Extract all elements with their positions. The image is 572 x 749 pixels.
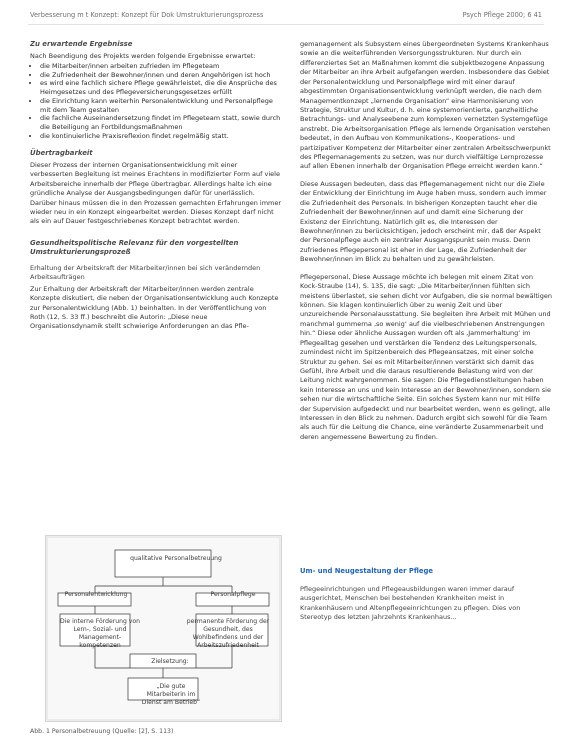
section-subtitle-3: Erhaltung der Arbeitskraft der Mitarbeiter/innen bei sich verändernden Arbeitsaufträgen bbox=[30, 263, 261, 281]
header-right: Psych Pflege 2000; 6 41 bbox=[462, 11, 542, 19]
figure-bottom-label: „Die gute Mitarbeiterin im Dienst am Betrieb“ bbox=[141, 683, 201, 706]
section-text-3: Zur Erhaltung der Arbeitskraft der Mitarbeiter/innen werden zentrale Konzepte diskutiert, die neben der Organisationsentwicklung auch Konzepte zur Personalentwicklung (Abb. 1) beinhalten. In der Veröffentlichung von Roth (12, S. 33 ff.) beschreibt die Autorin: „Diese neue Organisationsdynamik stellt schwierige Anforderungen an das Pfle- bbox=[30, 284, 279, 331]
results-item: • die Einrichtung kann weiterhin Personalentwicklung und Personalpflege mit dem Team gestalten bbox=[40, 97, 282, 115]
right-section-text: Pflegeeinrichtungen und Pflegeausbildungen waren immer darauf ausgerichtet, Menschen bei bestehenden Krankheiten meist in Krankenhäusern und Altenpflegeeinrichtungen zu pflegen. Dies von Stereotyp des letzten Jahrzehnts Krankenhaus... bbox=[300, 585, 521, 622]
results-item: • die Zufriedenheit der Bewohner/innen und deren Angehörigen ist hoch bbox=[40, 71, 282, 80]
header-left: Verbesserung m t Konzept: Konzept für Dok Umstrukturierungsprozess bbox=[30, 11, 264, 19]
figure-left-title: Personalentwicklung bbox=[64, 591, 128, 598]
figure-top-label: qualitative Personalbetreuung bbox=[130, 555, 222, 562]
right-column bbox=[300, 40, 552, 442]
right-para-3: Pflegepersonal, Diese Aussage möchte ich belegen mit einem Zitat von Kock-Straube (14), S. 135, die sagt: „Die Mitarbeiter/innen fühlten sich meistens überlastet, sie sehen dicht vor Aufgaben, die sie normal bewältigen können. Sie klagen kontinuierlich über zu wenig Zeit und über unzureichende Personalausstattung. Sie begleiten ihre Arbeit mit Mühen und manchmal gummerna ‚so wenig‘ auf die vielbeschriebenen Anstrengungen hin.“ Diese oder ähnliche Aussagen wurden oft als ‚Jammerhaltung‘ im Pflegealltag gesehen und verstärken die Tendenz des Leitungspersonals, zumindest nicht im Spitzenbereich des Pflegeansatzes, mit einer solche Struktur zu gehen. Sei es mit Mitarbeiter/innen verstärkt sich damit das Gefühl, ihre Arbeit und die daraus resultierende Belastung wird von der Leitung nicht wahrgenommen. Sie sagen: Die Pflegedienstleitungen haben kein Interesse an uns und kein Interesse an der Bewohner/innen, sondern sie sehen nur die wirtschaftliche Seite. Ein solches System kann nur mit Hilfe der Supervision aufgedeckt und nur bearbeitet werden, wenn es gelingt, alle Interessen in den Blick zu nehmen. Dadurch ergibt sich sowohl für die Team als auch für die Leitung die Chance, eine veränderte Zusammenarbeit und deren angemessene Bewertung zu finden. bbox=[300, 272, 552, 441]
section-title-1: Zu erwartende Ergebnisse bbox=[30, 40, 133, 48]
figure-personalbetreuung bbox=[45, 535, 282, 722]
figure-right-title: Personalpflege bbox=[210, 591, 256, 598]
figure-right-note: permanente Förderung der Gesundheit, des Wohlbefindens und der Arbeitszufriedenheit bbox=[186, 618, 270, 649]
section-text-2: Dieser Prozess der internen Organisationsentwicklung mit einer verbesserten Begleitung ist meines Erachtens in modifizierter Form auf viele Arbeitsbereiche innerhalb der Pflege übertragbar. Allerdings halte ich eine gründliche Analyse der Ausgangsbedingungen dafür für unerlässlich. Darüber hinaus müssen die in den Prozessen gemachten Erfahrungen immer wieder neu in ein Konzept eingearbeitet werden. Dieses Konzept darf nicht als ein auf Dauer festgeschriebenes Konzept betrachtet werden. bbox=[30, 160, 282, 226]
section-title-3: Gesundheitspolitische Relevanz für den vorgestellten Umstrukturierungsprozeß bbox=[30, 238, 239, 257]
results-item: • die Mitarbeiter/innen arbeiten zufrieden im Pflegeteam bbox=[40, 62, 282, 71]
results-item: • es wird eine fachlich sichere Pflege gewährleistet, die die Ansprüche des Heimgesetzes und des Pflegeversicherungsgesetzes erfüllt bbox=[40, 79, 282, 97]
section-intro-1: Nach Beendigung des Projekts werden folgende Ergebnisse erwartet: bbox=[30, 52, 256, 61]
page-header bbox=[28, 10, 544, 25]
results-list bbox=[30, 62, 282, 141]
figure-center-label: Zielsetzung: bbox=[151, 658, 189, 665]
results-item: • die fachliche Auseinandersetzung findet im Pflegeteam statt, sowie durch die Beteiligung an Fortbildungsmaßnahmen bbox=[40, 114, 282, 132]
figure-left-note: Die interne Förderung von Lern-, Sozial- und Management-kompetenzen bbox=[60, 618, 140, 649]
section-title-right: Um- und Neugestaltung der Pflege bbox=[300, 567, 433, 575]
right-para-2: Diese Aussagen bedeuten, dass das Pflegemanagement nicht nur die Ziele der Entwicklung der Einrichtung im Auge haben muss, sondern auch immer die Zufriedenheit des Personals. In bisherigen Konzepten taucht eher die Zufriedenheit der Bewohner/innen auf und damit eine Sicherung der Existenz der Einrichtung. Natürlich gilt es, die Interessen der Bewohner/innen zu berücksichtigen, jedoch erscheint mir, daß der Aspekt der Personalpflege auch ein zentraler Ausgangspunkt sein muss. Denn zufriedenes Pflegepersonal ist eher in der Lage, die Zufriedenheit der Bewohner/innen im Blick zu behalten und zu gewährleisten. bbox=[300, 179, 547, 264]
section-title-2: Übertragbarkeit bbox=[30, 148, 93, 157]
right-para-1: gemanagement als Subsystem eines übergeordneten Systems Krankenhaus sowie an die weiterführenden Versorgungsstrukturen. Nur durch ein differenziertes Set an Maßnahmen kommt die subjektbezogene Anpassung der Mitarbeiter an ihre Arbeit aufgefangen werden. Insbesondere das Gebiet der Personalentwicklung und Personalpflege wird mit einer darauf abgestimmten Organisationsentwicklung verknüpft werden, die nach dem Managementkonzept „lernende Organisation“ eine Harmonisierung von Strategie, Struktur und Kultur, d. h. eine systemorientierte, ganzheitliche Betrachtungs- und Analyseebene zum komplexen vernetzten Systemgefüge anstrebt. Die Arbeitsorganisation Pflege als lernende Organisation verstehen bedeutet, in den Aufbau von Kommunikations-, Kooperations- und partizipativer Kompetenz der Mitarbeiter einer zentralen Arbeitsschwerpunkt des Pflegemanagements zu setzen, was nur durch vielfältige Lernprozesse auf allen Ebenen innerhalb der Organisation Pflege erreicht werden kann.“ bbox=[300, 40, 551, 171]
left-column bbox=[30, 40, 282, 332]
figure-caption: Abb. 1 Personalbetreuung (Quelle: [2], S. 113) bbox=[30, 728, 174, 735]
results-item: • die kontinuierliche Praxisreflexion findet regelmäßig statt. bbox=[40, 132, 282, 141]
